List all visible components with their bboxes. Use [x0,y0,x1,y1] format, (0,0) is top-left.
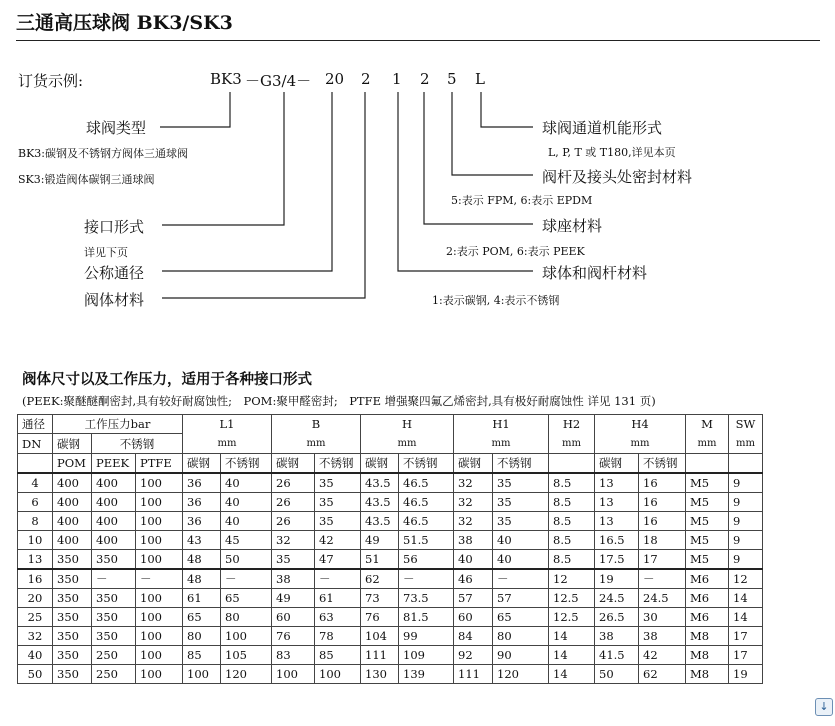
table-cell: 12.5 [549,608,595,627]
table-cell: 350 [53,608,92,627]
table-cell: 50 [221,550,272,570]
header-H1: H1 mm [454,415,549,454]
table-cell: 8 [18,512,53,531]
table-cell: 400 [92,493,136,512]
table-cell: M8 [686,665,729,684]
sub-ptfe: PTFE [136,454,183,474]
sk3-description: SK3:锻造阀体碳钢三通球阀 [18,173,155,186]
header-H: H mm [361,415,454,454]
table-cell: 62 [639,665,686,684]
sub-pom: POM [53,454,92,474]
table-cell: 14 [549,665,595,684]
table-cell: 57 [493,589,549,608]
table-cell: 40 [493,550,549,570]
table-cell: 46.5 [399,493,454,512]
table-title: 阀体尺寸以及工作压力，适用于各种接口形式 [22,371,312,388]
table-cell: 51.5 [399,531,454,550]
table-cell: 32 [454,493,493,512]
table-cell: 57 [454,589,493,608]
table-cell: 65 [221,589,272,608]
table-row [18,608,763,627]
code-part-connection: －G3/4－ [245,72,312,90]
table-cell: 76 [361,608,399,627]
table-cell: M5 [686,512,729,531]
header-dn-unit: DN [18,434,53,454]
table-cell: 350 [92,608,136,627]
table-cell: 13 [18,550,53,570]
table-cell: 61 [183,589,221,608]
table-cell: 85 [315,646,361,665]
table-cell: 9 [729,512,763,531]
table-cell: M5 [686,473,729,493]
table-cell: 61 [315,589,361,608]
table-cell: 46.5 [399,473,454,493]
table-cell: 43 [183,531,221,550]
table-cell: 100 [136,589,183,608]
table-cell: 40 [221,512,272,531]
table-cell: 6 [18,493,53,512]
table-cell: 63 [315,608,361,627]
label-channel-function: 球阀通道机能形式 [542,119,663,137]
table-cell: 51 [361,550,399,570]
table-cell: 48 [183,569,221,589]
table-cell: 78 [315,627,361,646]
table-row [18,665,763,684]
table-cell: 400 [53,473,92,493]
table-cell: 8.5 [549,550,595,570]
table-cell: 80 [221,608,272,627]
table-cell: 83 [272,646,315,665]
header-row-3 [18,454,763,474]
table-cell: 100 [136,608,183,627]
table-cell: 350 [53,589,92,608]
table-cell: 400 [53,531,92,550]
table-cell: 400 [92,531,136,550]
dimension-table [17,414,763,684]
table-row [18,550,763,570]
table-cell: 40 [221,473,272,493]
table-cell: 100 [136,646,183,665]
code-part-seal: 5 [447,70,457,88]
table-cell: 12 [729,569,763,589]
header-stainless: 不锈钢 [92,434,183,454]
table-cell: 14 [549,646,595,665]
header-H4: H4 mm [595,415,686,454]
table-cell: 32 [454,512,493,531]
table-cell: 65 [183,608,221,627]
table-cell: 40 [18,646,53,665]
table-cell: M5 [686,493,729,512]
table-cell: 90 [493,646,549,665]
sub-carbon: 碳钢 [272,454,315,474]
table-cell: 13 [595,473,639,493]
table-cell: 8.5 [549,493,595,512]
header-carbon: 碳钢 [53,434,92,454]
sub-stainless: 不锈钢 [315,454,361,474]
see-below-note: 详见下页 [84,246,128,259]
table-cell: 100 [136,493,183,512]
table-cell: 38 [272,569,315,589]
table-cell: 20 [18,589,53,608]
table-cell: M6 [686,608,729,627]
header-L1: L1 mm [183,415,272,454]
table-cell: 80 [493,627,549,646]
table-cell: 36 [183,512,221,531]
table-cell: 9 [729,550,763,570]
table-cell: 85 [183,646,221,665]
table-cell: 350 [53,627,92,646]
table-row [18,473,763,493]
table-cell: 105 [221,646,272,665]
table-cell: 16.5 [595,531,639,550]
table-cell: 26 [272,512,315,531]
table-cell: 100 [136,473,183,493]
sub-carbon: 碳钢 [361,454,399,474]
table-cell: 16 [639,493,686,512]
table-cell: － [92,569,136,589]
table-cell: 250 [92,665,136,684]
table-cell: 60 [454,608,493,627]
sub-stainless: 不锈钢 [639,454,686,474]
table-cell: 50 [595,665,639,684]
table-cell: 43.5 [361,473,399,493]
table-row [18,646,763,665]
table-cell: 13 [595,512,639,531]
table-cell: 350 [92,550,136,570]
table-cell: 43.5 [361,493,399,512]
table-cell: 400 [53,512,92,531]
table-cell: 81.5 [399,608,454,627]
sub-carbon: 碳钢 [454,454,493,474]
sub-stainless: 不锈钢 [399,454,454,474]
table-cell: 42 [639,646,686,665]
table-cell: 109 [399,646,454,665]
table-cell: 24.5 [595,589,639,608]
header-H2: H2 mm [549,415,595,454]
order-example-label: 订货示例: [18,72,84,90]
table-cell: 4 [18,473,53,493]
table-cell: 24.5 [639,589,686,608]
table-cell: 120 [221,665,272,684]
table-cell: 41.5 [595,646,639,665]
table-cell: － [136,569,183,589]
table-cell: 35 [315,493,361,512]
bk3-description: BK3:碳钢及不锈钢方阀体三通球阀 [18,147,189,160]
sub-carbon: 碳钢 [595,454,639,474]
table-cell: 350 [92,589,136,608]
table-cell: 48 [183,550,221,570]
table-cell: 120 [493,665,549,684]
table-cell: 100 [315,665,361,684]
table-cell: 14 [729,589,763,608]
table-cell: 36 [183,473,221,493]
code-part-seat: 2 [420,70,430,88]
table-cell: 17 [729,627,763,646]
page-title: 三通高压球阀 BK3/SK3 [16,12,233,34]
table-cell: 73.5 [399,589,454,608]
table-cell: 35 [315,473,361,493]
table-cell: 35 [493,473,549,493]
header-B: B mm [272,415,361,454]
table-cell: 36 [183,493,221,512]
table-cell: － [315,569,361,589]
header-row-1 [18,415,763,434]
table-cell: 26 [272,473,315,493]
table-cell: 400 [92,512,136,531]
table-row [18,589,763,608]
table-cell: 350 [92,627,136,646]
table-cell: 26.5 [595,608,639,627]
download-arrow-icon[interactable]: ↓ [815,698,833,716]
table-row [18,512,763,531]
table-cell: 35 [493,512,549,531]
table-cell: 80 [183,627,221,646]
table-body [18,473,763,684]
table-cell: 350 [53,569,92,589]
table-cell: 25 [18,608,53,627]
table-cell: 130 [361,665,399,684]
table-cell: － [221,569,272,589]
header-dn: 通径 [18,415,53,434]
label-connection: 接口形式 [84,218,145,236]
table-cell: 19 [595,569,639,589]
table-cell: 43.5 [361,512,399,531]
table-cell: 17.5 [595,550,639,570]
table-cell: 100 [136,627,183,646]
table-cell: 10 [18,531,53,550]
table-cell: 14 [729,608,763,627]
table-cell: 100 [136,531,183,550]
table-cell: 16 [639,473,686,493]
label-stem-seal: 阀杆及接头处密封材料 [542,168,693,186]
table-note: (PEEK:聚醚醚酮密封,具有较好耐腐蚀性; POM:聚甲醛密封; PTFE 增强聚四氟乙烯密封,具有极好耐腐蚀性 详见 131 页) [22,394,656,408]
table-cell: 9 [729,493,763,512]
table-cell: 35 [493,493,549,512]
table-cell: 100 [136,512,183,531]
table-cell: 9 [729,473,763,493]
label-ball-stem-material: 球体和阀杆材料 [542,264,648,282]
table-cell: 76 [272,627,315,646]
table-cell: 47 [315,550,361,570]
table-cell: 16 [18,569,53,589]
header-M: M mm [686,415,729,454]
table-cell: 32 [454,473,493,493]
table-cell: 46.5 [399,512,454,531]
header-pressure: 工作压力bar [53,415,183,434]
seat-options: 2:表示 POM, 6:表示 PEEK [446,245,585,258]
table-cell: M5 [686,531,729,550]
table-cell: 14 [549,627,595,646]
table-cell: 30 [639,608,686,627]
table-cell: 18 [639,531,686,550]
table-cell: M6 [686,589,729,608]
table-cell: 19 [729,665,763,684]
table-cell: 92 [454,646,493,665]
label-body-material: 阀体材料 [84,291,145,309]
table-cell: 38 [454,531,493,550]
table-cell: 100 [136,550,183,570]
table-cell: 100 [183,665,221,684]
sub-carbon: 碳钢 [183,454,221,474]
table-cell: 56 [399,550,454,570]
table-cell: 46 [454,569,493,589]
table-cell: 40 [454,550,493,570]
table-cell: M8 [686,646,729,665]
table-cell: 17 [639,550,686,570]
table-cell: 65 [493,608,549,627]
table-cell: 49 [272,589,315,608]
table-cell: 104 [361,627,399,646]
code-part-nominal: 20 [325,70,345,88]
stem-seal-options: 5:表示 FPM, 6:表示 EPDM [451,194,593,207]
header-SW: SW mm [729,415,763,454]
sub-stainless: 不锈钢 [493,454,549,474]
table-cell: 100 [221,627,272,646]
table-cell: － [493,569,549,589]
table-cell: 38 [595,627,639,646]
table-cell: 8.5 [549,473,595,493]
table-row [18,493,763,512]
table-cell: 99 [399,627,454,646]
table-cell: 45 [221,531,272,550]
table-cell: 32 [272,531,315,550]
table-cell: M8 [686,627,729,646]
table-cell: 35 [315,512,361,531]
code-part-channel: L [475,70,485,88]
table-cell: 32 [18,627,53,646]
table-cell: 12 [549,569,595,589]
table-cell: 400 [92,473,136,493]
table-row [18,569,763,589]
code-part-ball: 1 [392,70,402,88]
table-cell: 16 [639,512,686,531]
table-cell: 49 [361,531,399,550]
code-part-type: BK3 [210,70,242,88]
table-cell: 350 [53,550,92,570]
table-cell: 100 [272,665,315,684]
table-row [18,627,763,646]
table-cell: 26 [272,493,315,512]
table-cell: 400 [53,493,92,512]
table-cell: 139 [399,665,454,684]
ball-stem-options: 1:表示碳钢, 4:表示不锈钢 [432,294,560,307]
sub-peek: PEEK [92,454,136,474]
table-cell: － [639,569,686,589]
table-cell: 50 [18,665,53,684]
table-cell: 38 [639,627,686,646]
table-cell: M5 [686,550,729,570]
table-cell: 40 [493,531,549,550]
label-nominal: 公称通径 [84,264,145,282]
table-cell: 42 [315,531,361,550]
table-cell: 250 [92,646,136,665]
label-seat-material: 球座材料 [542,217,603,235]
table-cell: 73 [361,589,399,608]
table-cell: 111 [454,665,493,684]
table-cell: M6 [686,569,729,589]
table-cell: 35 [272,550,315,570]
table-cell: 8.5 [549,512,595,531]
table-cell: 8.5 [549,531,595,550]
table-cell: 350 [53,646,92,665]
table-cell: 40 [221,493,272,512]
table-cell: 62 [361,569,399,589]
sub-stainless: 不锈钢 [221,454,272,474]
label-valve-type: 球阀类型 [86,119,147,137]
table-cell: 100 [136,665,183,684]
table-cell: 350 [53,665,92,684]
table-cell: 17 [729,646,763,665]
table-cell: 13 [595,493,639,512]
table-cell: 60 [272,608,315,627]
table-cell: 12.5 [549,589,595,608]
table-cell: － [399,569,454,589]
table-cell: 84 [454,627,493,646]
channel-options: L, P, T 或 T180,详见本页 [548,146,676,159]
table-cell: 111 [361,646,399,665]
code-part-body: 2 [361,70,371,88]
table-row [18,531,763,550]
table-cell: 9 [729,531,763,550]
